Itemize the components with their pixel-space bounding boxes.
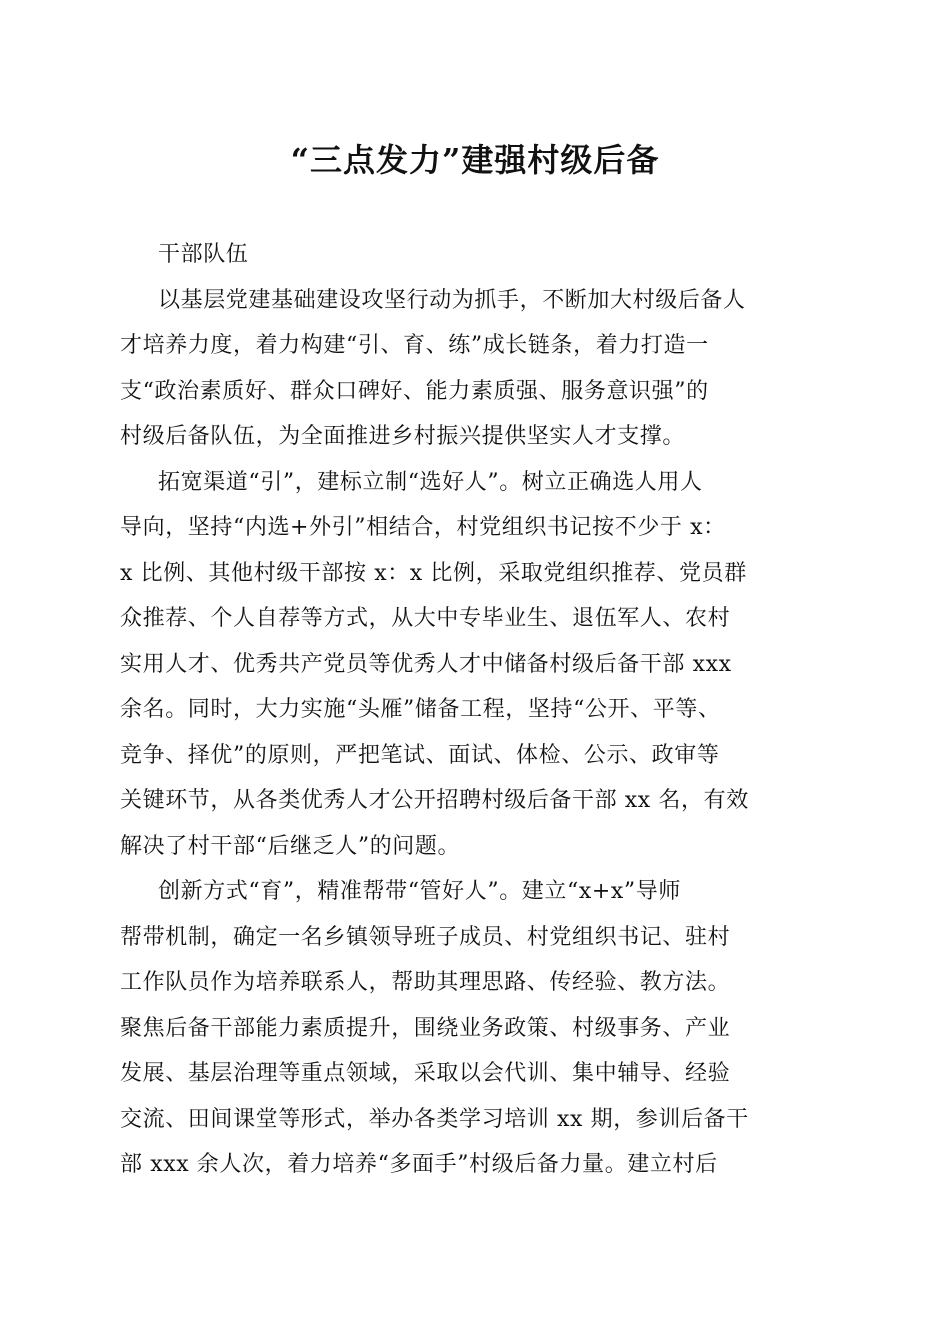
body-line: 拓宽渠道“引”，建标立制“选好人”。树立正确选人用人 (158, 469, 703, 495)
body-line: 聚焦后备干部能力素质提升，围绕业务政策、村级事务、产业 (120, 1015, 731, 1041)
document-body (120, 232, 830, 1188)
body-line: 创新方式“育”，精准帮带“管好人”。建立“x+x”导师 (158, 879, 681, 904)
body-line: 部 xxx 余人次，着力培养“多面手”村级后备力量。建立村后 (120, 1152, 718, 1177)
body-line: 村级后备队伍，为全面推进乡村振兴提供坚实人才支撑。 (120, 424, 686, 449)
body-line: 才培养力度，着力构建“引、育、练”成长链条，着力打造一 (120, 333, 709, 358)
body-line: 帮带机制，确定一名乡镇领导班子成员、村党组织书记、驻村 (120, 924, 731, 950)
body-line: 工作队员作为培养联系人，帮助其理思路、传经验、教方法。 (120, 970, 731, 995)
body-line: 导向，坚持“内选+外引”相结合，村党组织书记按不少于 x： (120, 515, 726, 540)
body-line: 解决了村干部“后继乏人”的问题。 (120, 833, 461, 859)
body-line: 交流、田间课堂等形式，举办各类学习培训 xx 期，参训后备干 (120, 1106, 749, 1132)
body-line: 余名。同时，大力实施“头雁”储备工程，坚持“公开、平等、 (120, 697, 721, 722)
body-line: 实用人才、优秀共产党员等优秀人才中储备村级后备干部 xxx (120, 651, 732, 677)
document-title: “三点发力”建强村级后备 (290, 141, 660, 179)
body-line: 发展、基层治理等重点领域，采取以会代训、集中辅导、经验 (120, 1061, 731, 1086)
body-line: 众推荐、个人自荐等方式，从大中专毕业生、退伍军人、农村 (120, 606, 731, 631)
body-line: 干部队伍 (158, 242, 249, 267)
body-line: 以基层党建基础建设攻坚行动为抓手，不断加大村级后备人 (158, 287, 746, 313)
body-line: 关键环节，从各类优秀人才公开招聘村级后备干部 xx 名，有效 (120, 788, 749, 813)
body-line: x 比例、其他村级干部按 x：x 比例，采取党组织推荐、党员群 (120, 560, 747, 586)
body-line: 支“政治素质好、群众口碑好、能力素质强、服务意识强”的 (120, 378, 709, 404)
body-line: 竞争、择优”的原则，严把笔试、面试、体检、公示、政审等 (120, 742, 720, 768)
